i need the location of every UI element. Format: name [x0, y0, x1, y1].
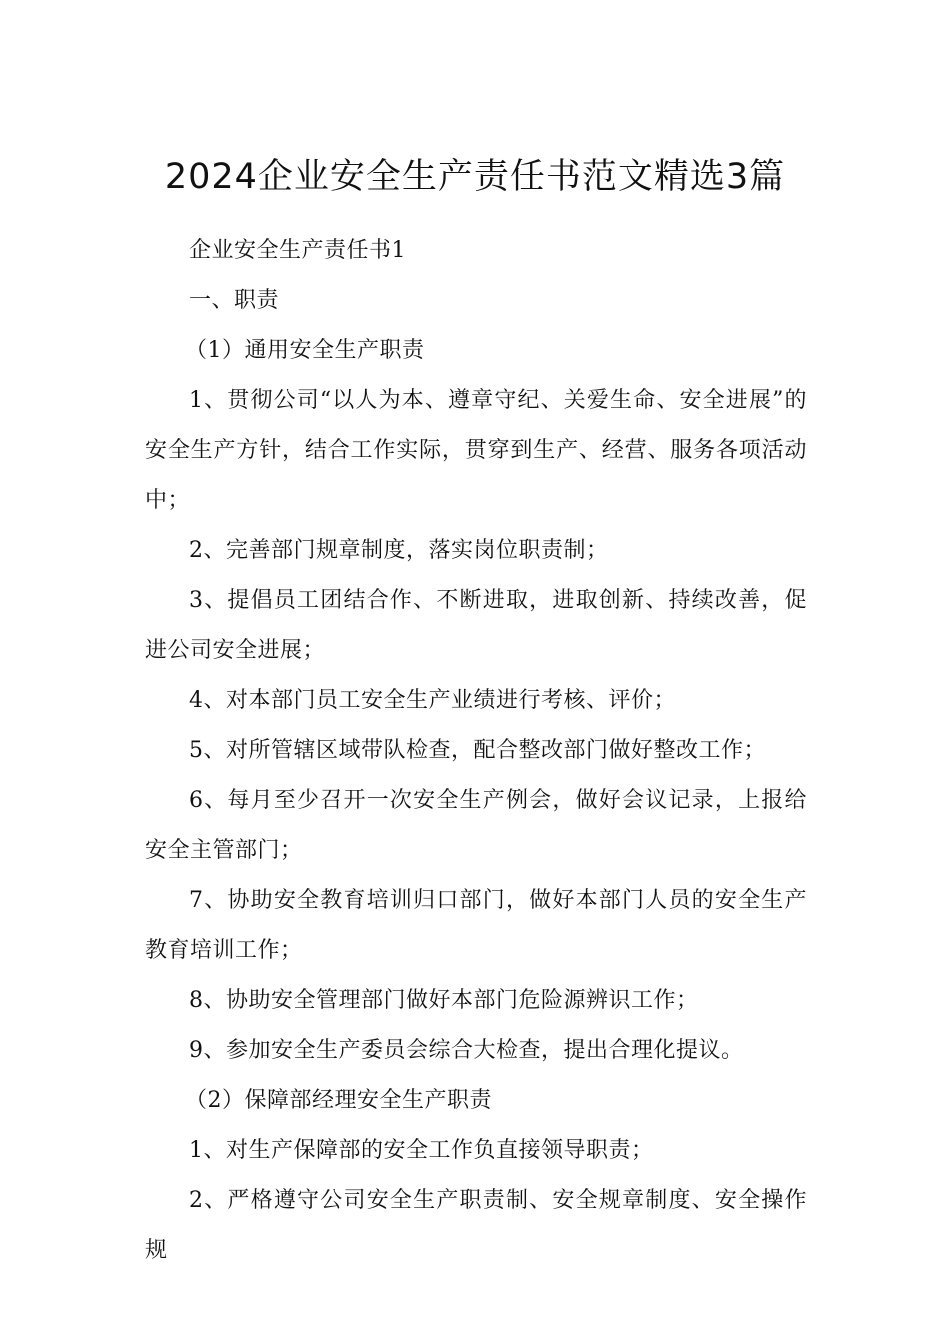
paragraph-item: 6、每月至少召开一次安全生产例会，做好会议记录，上报给安全主管部门；: [145, 788, 807, 863]
paragraph-item: 2、完善部门规章制度，落实岗位职责制；: [189, 538, 609, 563]
paragraph-item: 8、协助安全管理部门做好本部门危险源辨识工作；: [189, 988, 699, 1013]
paragraph-item: 1、对生产保障部的安全工作负直接领导职责；: [189, 1138, 654, 1163]
document-body: [145, 226, 807, 1276]
paragraph-subsection-heading: （1）通用安全生产职责: [185, 338, 425, 363]
paragraph-section-heading: 一、职责: [189, 288, 280, 313]
paragraph-subsection-heading: （2）保障部经理安全生产职责: [185, 1088, 492, 1113]
paragraph-heading: 企业安全生产责任书1: [189, 238, 406, 263]
paragraph-item: 4、对本部门员工安全生产业绩进行考核、评价；: [189, 688, 676, 713]
document-title: 2024企业安全生产责任书范文精选3篇: [164, 157, 786, 198]
paragraph-item: 1、贯彻公司“以人为本、遵章守纪、关爱生命、安全进展”的安全生产方针，结合工作实际，贯穿到生产、经营、服务各项活动中；: [145, 388, 807, 513]
paragraph-item: 2、严格遵守公司安全生产职责制、安全规章制度、安全操作规: [145, 1188, 807, 1263]
paragraph-item: 5、对所管辖区域带队检查，配合整改部门做好整改工作；: [189, 738, 766, 763]
paragraph-item: 7、协助安全教育培训归口部门，做好本部门人员的安全生产教育培训工作；: [145, 888, 807, 963]
paragraph-item: 9、参加安全生产委员会综合大检查，提出合理化提议。: [189, 1038, 744, 1063]
paragraph-item: 3、提倡员工团结合作、不断进取，进取创新、持续改善，促进公司安全进展；: [145, 588, 807, 663]
